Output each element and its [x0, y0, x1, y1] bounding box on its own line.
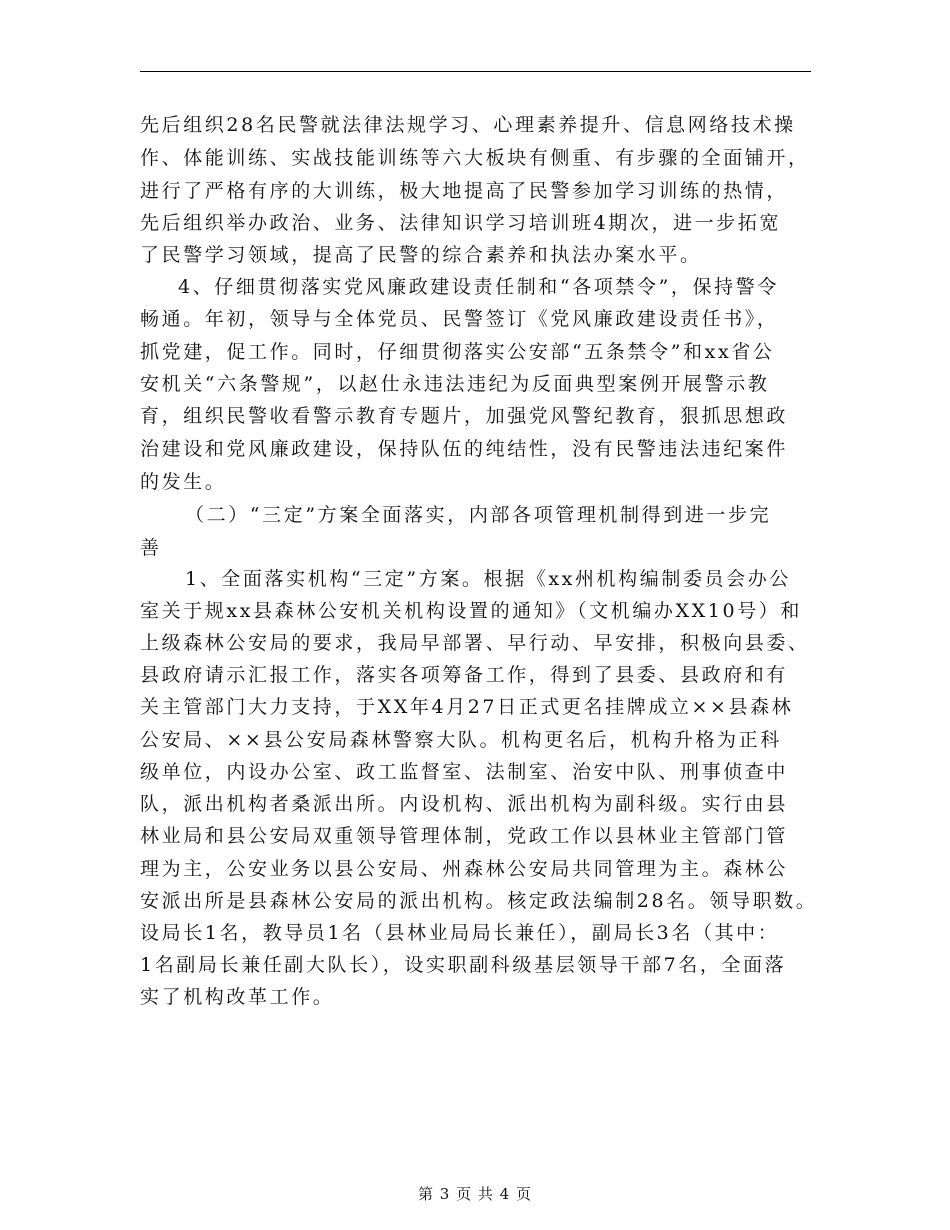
header-rule [140, 71, 811, 72]
text-line: 上级森林公安局的要求，我局早部署、早行动、早安排，积极向县委、 [140, 632, 810, 654]
text-line: 作、体能训练、实战技能训练等六大板块有侧重、有步骤的全面铺开， [140, 147, 810, 169]
text-line: 先后组织举办政治、业务、法律知识学习培训班4期次，进一步拓宽 [140, 212, 782, 234]
text-line: 了民警学习领域，提高了民警的综合素养和执法办案水平。 [140, 244, 702, 266]
text-line: 公安局、××县公安局森林警察大队。机构更名后，机构升格为正科 [140, 729, 782, 751]
text-line: 理为主，公安业务以县公安局、州森林公安局共同管理为主。森林公 [140, 858, 789, 880]
text-line: 安机关“六条警规”，以赵仕永违法违纪为反面典型案例开展警示教 [140, 373, 770, 395]
text-line: 抓党建，促工作。同时，仔细贯彻落实公安部“五条禁令”和xx省公 [140, 341, 775, 363]
text-line: 治建设和党风廉政建设，保持队伍的纯结性，没有民警违法违纪案件 [140, 438, 789, 460]
section-heading: 善 [140, 537, 162, 559]
text-line: 4、仔细贯彻落实党风廉政建设责任制和“各项禁令”，保持警令 [178, 276, 779, 298]
text-line: 林业局和县公安局双重领导管理体制，党政工作以县林业主管部门管 [140, 825, 789, 847]
text-line: 级单位，内设办公室、政工监督室、法制室、治安中队、刑事侦查中 [140, 761, 789, 783]
text-line: 先后组织28名民警就法律法规学习、心理素养提升、信息网络技术操 [140, 114, 796, 136]
page-number: 第 3 页 共 4 页 [418, 1185, 532, 1203]
text-line: 的发生。 [140, 471, 227, 493]
text-line: 设局长1名，教导员1名（县林业局局长兼任），副局长3名（其中： [140, 922, 780, 944]
text-line: 队，派出机构者桑派出所。内设机构、派出机构为副科级。实行由县 [140, 793, 789, 815]
text-line: 畅通。年初，领导与全体党员、民警签订《党风廉政建设责任书》， [140, 308, 779, 330]
text-line: 育，组织民警收看警示教育专题片，加强党风警纪教育，狠抓思想政 [140, 405, 789, 427]
text-line: 室关于规xx县森林公安机关机构设置的通知》（文机编办XX10号）和 [140, 600, 802, 622]
text-line: 关主管部门大力支持，于XX年4月27日正式更名挂牌成立××县森林 [140, 696, 794, 718]
text-line: 1、全面落实机构“三定”方案。根据《xx州机构编制委员会办公 [185, 568, 791, 590]
page-footer [0, 1183, 950, 1204]
text-line: 县政府请示汇报工作，落实各项筹备工作，得到了县委、县政府和有 [140, 664, 789, 686]
section-heading: （二）“三定”方案全面落实，内部各项管理机制得到进一步完 [185, 504, 772, 526]
text-line: 1名副局长兼任副大队长），设实职副科级基层领导干部7名，全面落 [140, 954, 787, 976]
text-line: 实了机构改革工作。 [140, 986, 335, 1008]
text-line: 进行了严格有序的大训练，极大地提高了民警参加学习训练的热情， [140, 180, 789, 202]
text-line: 安派出所是县森林公安局的派出机构。核定政法编制28名。领导职数。 [140, 890, 818, 912]
